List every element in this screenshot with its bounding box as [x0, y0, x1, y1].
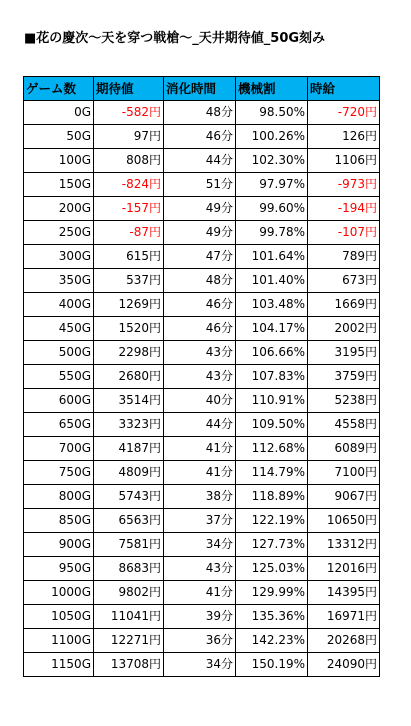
cell-play-time: 47分 [164, 245, 236, 269]
cell-hourly-wage: 5238円 [308, 389, 380, 413]
cell-play-time: 41分 [164, 437, 236, 461]
cell-play-time: 40分 [164, 389, 236, 413]
table-row [24, 509, 380, 533]
cell-expected-value: -87円 [94, 221, 164, 245]
table-row [24, 245, 380, 269]
cell-hourly-wage: 789円 [308, 245, 380, 269]
cell-hourly-wage: 1106円 [308, 149, 380, 173]
table-row [24, 413, 380, 437]
cell-games: 200G [24, 197, 94, 221]
table-row [24, 485, 380, 509]
cell-play-time: 43分 [164, 341, 236, 365]
cell-payout-rate: 112.68% [236, 437, 308, 461]
cell-hourly-wage: 3195円 [308, 341, 380, 365]
cell-games: 1050G [24, 605, 94, 629]
expected-value-table [23, 76, 380, 677]
table-row [24, 629, 380, 653]
cell-play-time: 49分 [164, 221, 236, 245]
cell-games: 950G [24, 557, 94, 581]
cell-hourly-wage: -720円 [308, 101, 380, 125]
cell-expected-value: 97円 [94, 125, 164, 149]
table-row [24, 365, 380, 389]
cell-payout-rate: 101.64% [236, 245, 308, 269]
cell-play-time: 39分 [164, 605, 236, 629]
cell-play-time: 37分 [164, 509, 236, 533]
cell-hourly-wage: 6089円 [308, 437, 380, 461]
cell-play-time: 41分 [164, 461, 236, 485]
cell-payout-rate: 109.50% [236, 413, 308, 437]
cell-payout-rate: 98.50% [236, 101, 308, 125]
cell-expected-value: 3514円 [94, 389, 164, 413]
cell-expected-value: 7581円 [94, 533, 164, 557]
table-row [24, 461, 380, 485]
cell-play-time: 36分 [164, 629, 236, 653]
cell-payout-rate: 125.03% [236, 557, 308, 581]
cell-payout-rate: 97.97% [236, 173, 308, 197]
table-body [24, 101, 380, 677]
table-row [24, 317, 380, 341]
cell-games: 500G [24, 341, 94, 365]
cell-expected-value: 2680円 [94, 365, 164, 389]
cell-hourly-wage: 4558円 [308, 413, 380, 437]
header-payout-rate: 機械割 [236, 77, 308, 101]
table-row [24, 341, 380, 365]
cell-payout-rate: 101.40% [236, 269, 308, 293]
cell-payout-rate: 102.30% [236, 149, 308, 173]
cell-payout-rate: 150.19% [236, 653, 308, 677]
cell-games: 100G [24, 149, 94, 173]
cell-hourly-wage: 2002円 [308, 317, 380, 341]
cell-hourly-wage: 14395円 [308, 581, 380, 605]
cell-games: 400G [24, 293, 94, 317]
table-row [24, 269, 380, 293]
cell-hourly-wage: 24090円 [308, 653, 380, 677]
cell-payout-rate: 100.26% [236, 125, 308, 149]
cell-play-time: 34分 [164, 533, 236, 557]
cell-payout-rate: 99.60% [236, 197, 308, 221]
cell-payout-rate: 114.79% [236, 461, 308, 485]
cell-games: 1150G [24, 653, 94, 677]
cell-payout-rate: 129.99% [236, 581, 308, 605]
cell-hourly-wage: 7100円 [308, 461, 380, 485]
header-hourly-wage: 時給 [308, 77, 380, 101]
table-row [24, 125, 380, 149]
table-row [24, 437, 380, 461]
cell-games: 350G [24, 269, 94, 293]
table-row [24, 557, 380, 581]
cell-expected-value: 1520円 [94, 317, 164, 341]
table-row [24, 101, 380, 125]
cell-games: 0G [24, 101, 94, 125]
cell-play-time: 46分 [164, 125, 236, 149]
cell-payout-rate: 104.17% [236, 317, 308, 341]
cell-play-time: 51分 [164, 173, 236, 197]
cell-hourly-wage: 16971円 [308, 605, 380, 629]
cell-hourly-wage: -194円 [308, 197, 380, 221]
cell-expected-value: 615円 [94, 245, 164, 269]
cell-expected-value: 3323円 [94, 413, 164, 437]
cell-games: 50G [24, 125, 94, 149]
cell-expected-value: 808円 [94, 149, 164, 173]
cell-payout-rate: 103.48% [236, 293, 308, 317]
header-row [24, 77, 380, 101]
table-row [24, 389, 380, 413]
page-title: ■花の慶次～天を穿つ戦槍～_天井期待値_50G刻み [24, 31, 326, 46]
cell-play-time: 38分 [164, 485, 236, 509]
cell-play-time: 48分 [164, 269, 236, 293]
cell-games: 700G [24, 437, 94, 461]
cell-expected-value: -582円 [94, 101, 164, 125]
table-row [24, 149, 380, 173]
cell-expected-value: 4809円 [94, 461, 164, 485]
table-header [24, 77, 380, 101]
cell-games: 800G [24, 485, 94, 509]
cell-play-time: 41分 [164, 581, 236, 605]
cell-expected-value: 8683円 [94, 557, 164, 581]
header-games: ゲーム数 [24, 77, 94, 101]
cell-expected-value: 13708円 [94, 653, 164, 677]
cell-hourly-wage: 673円 [308, 269, 380, 293]
cell-expected-value: -157円 [94, 197, 164, 221]
cell-play-time: 46分 [164, 317, 236, 341]
cell-expected-value: -824円 [94, 173, 164, 197]
cell-hourly-wage: 1669円 [308, 293, 380, 317]
cell-hourly-wage: 126円 [308, 125, 380, 149]
cell-games: 150G [24, 173, 94, 197]
cell-play-time: 46分 [164, 293, 236, 317]
table-row [24, 605, 380, 629]
cell-expected-value: 1269円 [94, 293, 164, 317]
cell-play-time: 34分 [164, 653, 236, 677]
cell-expected-value: 6563円 [94, 509, 164, 533]
cell-games: 750G [24, 461, 94, 485]
cell-payout-rate: 110.91% [236, 389, 308, 413]
cell-hourly-wage: 9067円 [308, 485, 380, 509]
table-row [24, 581, 380, 605]
cell-expected-value: 9802円 [94, 581, 164, 605]
header-expected-value: 期待値 [94, 77, 164, 101]
cell-payout-rate: 106.66% [236, 341, 308, 365]
cell-hourly-wage: 20268円 [308, 629, 380, 653]
table-row [24, 221, 380, 245]
cell-hourly-wage: 13312円 [308, 533, 380, 557]
cell-hourly-wage: 10650円 [308, 509, 380, 533]
cell-games: 1000G [24, 581, 94, 605]
cell-hourly-wage: -973円 [308, 173, 380, 197]
cell-hourly-wage: -107円 [308, 221, 380, 245]
cell-expected-value: 537円 [94, 269, 164, 293]
cell-games: 250G [24, 221, 94, 245]
cell-expected-value: 11041円 [94, 605, 164, 629]
cell-payout-rate: 135.36% [236, 605, 308, 629]
table-row [24, 173, 380, 197]
cell-payout-rate: 118.89% [236, 485, 308, 509]
cell-games: 300G [24, 245, 94, 269]
cell-payout-rate: 107.83% [236, 365, 308, 389]
cell-payout-rate: 99.78% [236, 221, 308, 245]
cell-payout-rate: 122.19% [236, 509, 308, 533]
table-row [24, 293, 380, 317]
cell-play-time: 49分 [164, 197, 236, 221]
cell-play-time: 43分 [164, 557, 236, 581]
cell-play-time: 44分 [164, 413, 236, 437]
table-row [24, 533, 380, 557]
cell-expected-value: 2298円 [94, 341, 164, 365]
table-row [24, 197, 380, 221]
cell-play-time: 43分 [164, 365, 236, 389]
header-play-time: 消化時間 [164, 77, 236, 101]
table-row [24, 653, 380, 677]
cell-play-time: 44分 [164, 149, 236, 173]
cell-games: 600G [24, 389, 94, 413]
cell-expected-value: 4187円 [94, 437, 164, 461]
cell-games: 650G [24, 413, 94, 437]
cell-games: 550G [24, 365, 94, 389]
cell-payout-rate: 142.23% [236, 629, 308, 653]
cell-games: 450G [24, 317, 94, 341]
cell-expected-value: 5743円 [94, 485, 164, 509]
cell-payout-rate: 127.73% [236, 533, 308, 557]
cell-hourly-wage: 3759円 [308, 365, 380, 389]
cell-games: 1100G [24, 629, 94, 653]
cell-games: 900G [24, 533, 94, 557]
cell-hourly-wage: 12016円 [308, 557, 380, 581]
cell-games: 850G [24, 509, 94, 533]
cell-play-time: 48分 [164, 101, 236, 125]
cell-expected-value: 12271円 [94, 629, 164, 653]
